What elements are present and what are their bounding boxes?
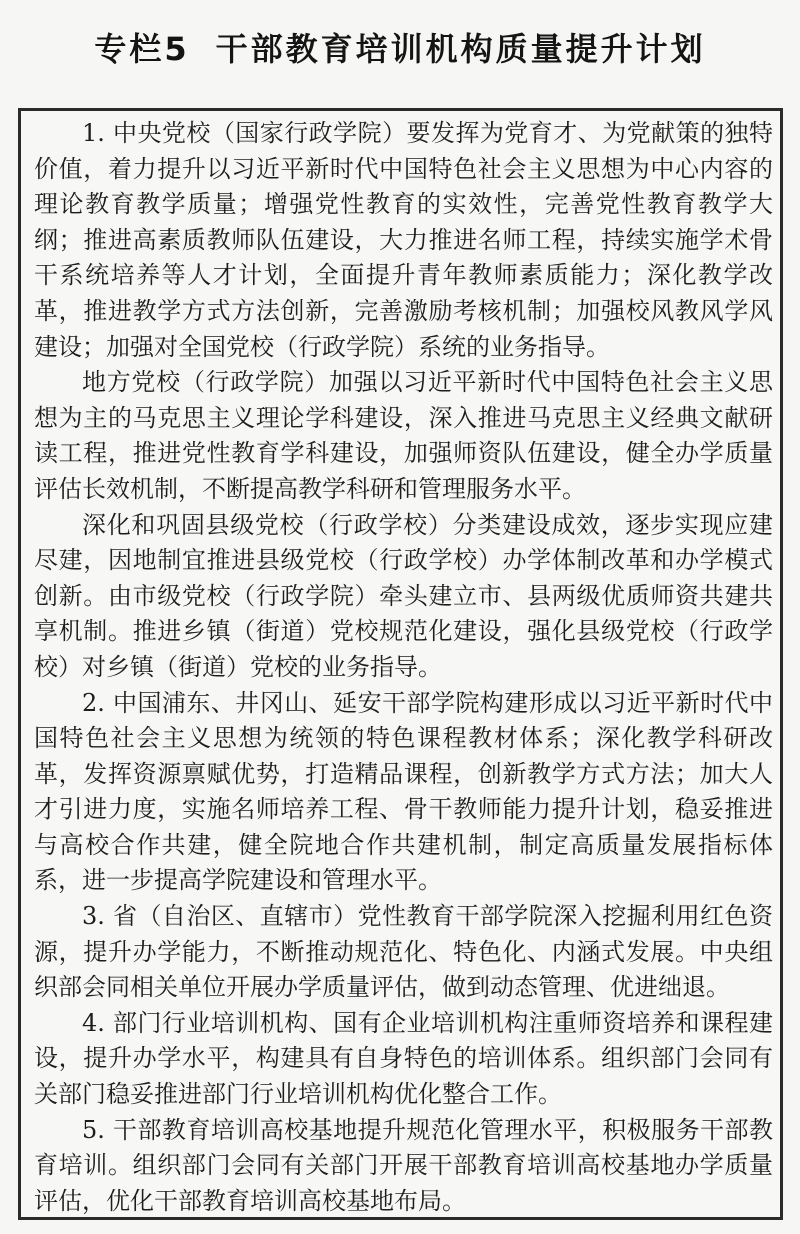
paragraph-3: 深化和巩固县级党校（行政学校）分类建设成效，逐步实现应建尽建，因地制宜推进县级党校（行政学校）办学体制改革和办学模式创新。由市级党校（行政学院）牵头建立市、县两级优质师资共建共享机制。推进乡镇（街道）党校规范化建设，强化县级党校（行政学校）对乡镇（街道）党校的业务指导。 bbox=[34, 510, 773, 681]
column-title: 干部教育培训机构质量提升计划 bbox=[215, 30, 706, 68]
column-label: 专栏5 bbox=[94, 30, 190, 68]
paragraph-6: 4. 部门行业培训机构、国有企业培训机构注重师资培养和课程建设，提升办学水平，构建具有自身特色的培训体系。组织部门会同有关部门稳妥推进部门行业培训机构优化整合工作。 bbox=[34, 1008, 773, 1109]
content-box bbox=[18, 108, 783, 1220]
paragraph-1: 1. 中央党校（国家行政学院）要发挥为党育才、为党献策的独特价值，着力提升以习近平新时代中国特色社会主义思想为中心内容的理论教育教学质量；增强党性教育的实效性，完善党性教育教学大纲；推进高素质教师队伍建设，大力推进名师工程，持续实施学术骨干系统培养等人才计划，全面提升青年教师素质能力；深化教学改革，推进教学方式方法创新，完善激励考核机制；加强校风教风学风建设；加强对全国党校（行政学院）系统的业务指导。 bbox=[34, 119, 773, 361]
paragraph-7: 5. 干部教育培训高校基地提升规范化管理水平，积极服务干部教育培训。组织部门会同有关部门开展干部教育培训高校基地办学质量评估，优化干部教育培训高校基地布局。 bbox=[34, 1115, 773, 1215]
paragraph-4: 2. 中国浦东、井冈山、延安干部学院构建形成以习近平新时代中国特色社会主义思想为统领的特色课程教材体系；深化教学科研改革，发挥资源禀赋优势，打造精品课程，创新教学方式方法；加大人才引进力度，实施名师培养工程、骨干教师能力提升计划，稳妥推进与高校合作共建，健全院地合作共建机制，制定高质量发展指标体系，进一步提高学院建设和管理水平。 bbox=[34, 688, 773, 895]
paragraph-2: 地方党校（行政学院）加强以习近平新时代中国特色社会主义思想为主的马克思主义理论学科建设，深入推进马克思主义经典文献研读工程，推进党性教育学科建设，加强师资队伍建设，健全办学质量评估长效机制，不断提高教学科研和管理服务水平。 bbox=[34, 368, 773, 503]
paragraph-5: 3. 省（自治区、直辖市）党性教育干部学院深入挖掘利用红色资源，提升办学能力，不断推动规范化、特色化、内涵式发展。中央组织部会同相关单位开展办学质量评估，做到动态管理、优进绌退。 bbox=[34, 902, 773, 1002]
page-title bbox=[0, 24, 800, 70]
